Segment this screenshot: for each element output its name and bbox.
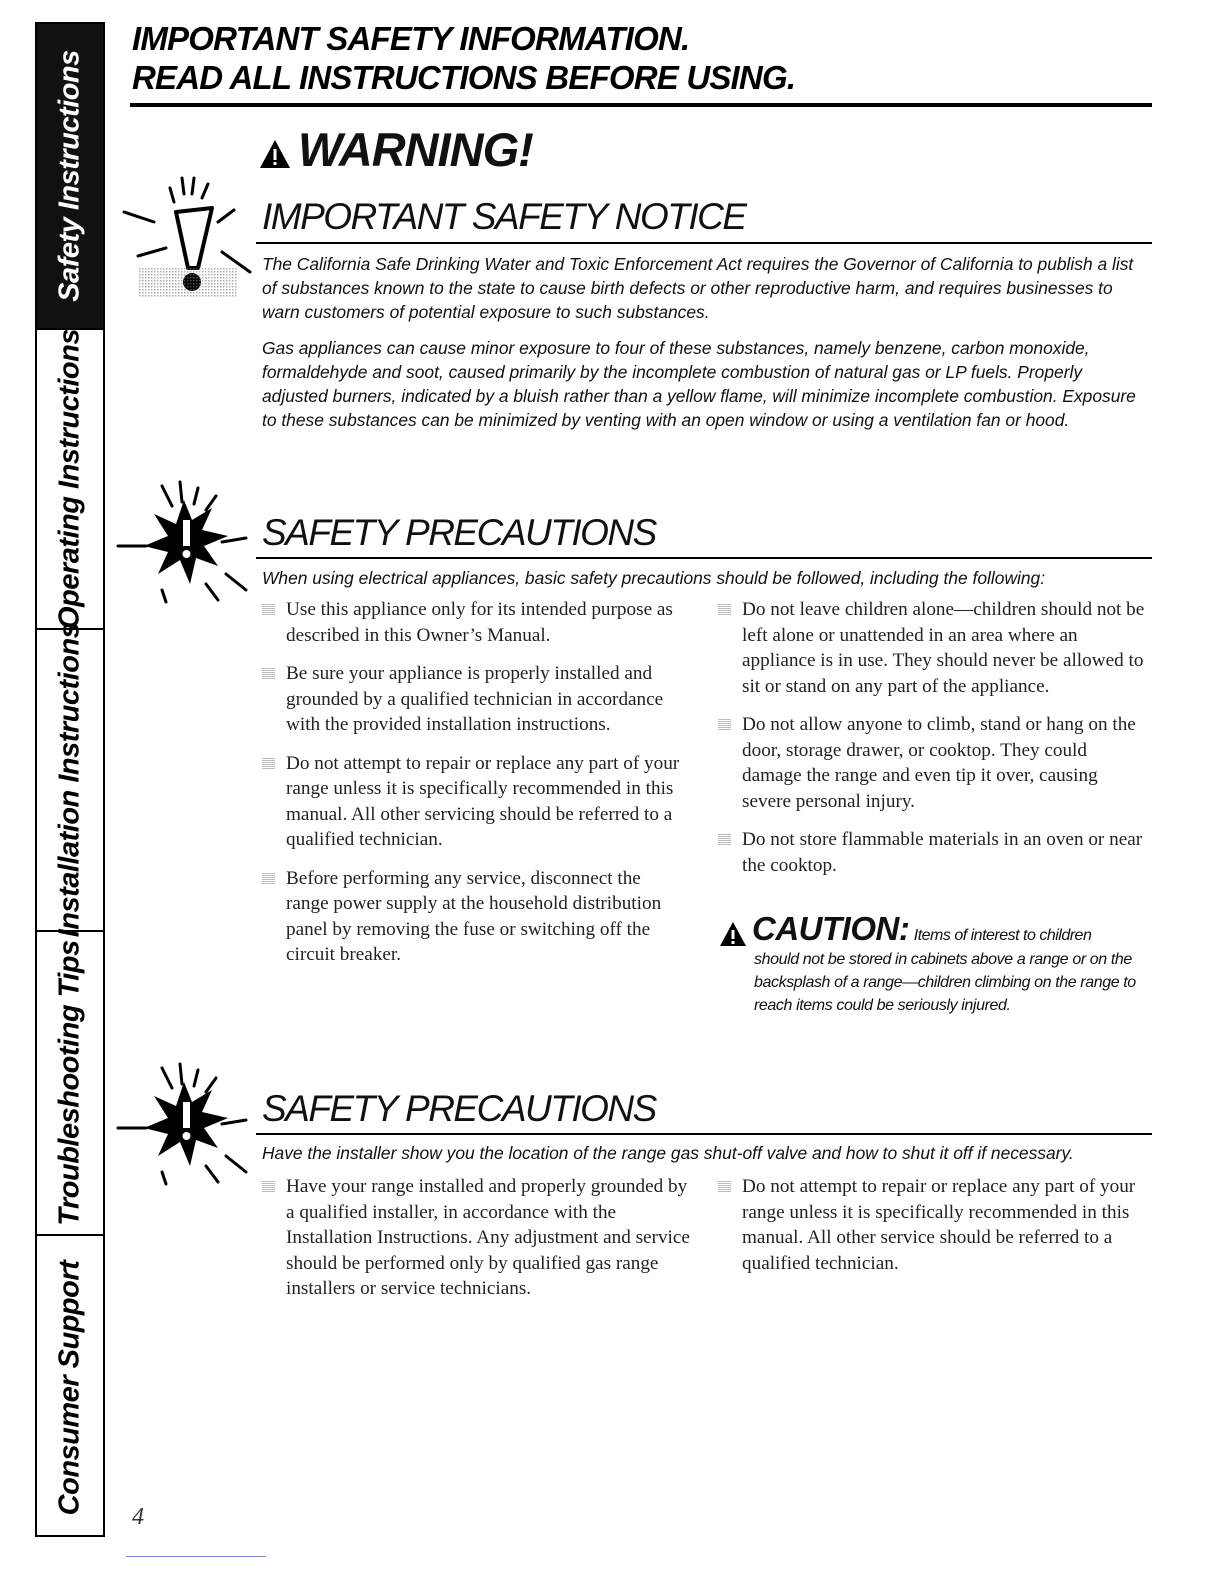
tab-label: Installation Instructions xyxy=(53,622,86,938)
tab-label: Troubleshooting Tips xyxy=(53,940,86,1226)
list-item xyxy=(262,751,682,853)
list-item-text: Do not allow anyone to climb, stand or hang on the door, storage drawer, or cooktop. They could damage the range and even tip it over, causing severe personal injury. xyxy=(742,714,1136,812)
list-item-text: Do not store flammable materials in an oven or near the cooktop. xyxy=(742,829,1143,876)
caution-label: CAUTION: xyxy=(752,910,910,947)
header-rule xyxy=(130,103,1152,107)
header-line-2: READ ALL INSTRUCTIONS BEFORE USING. xyxy=(132,59,796,96)
bullet-icon xyxy=(718,834,731,845)
precautions1-rule xyxy=(256,557,1152,559)
tab-label: Safety Instructions xyxy=(53,50,86,302)
list-item xyxy=(718,712,1150,814)
bullet-icon xyxy=(262,873,275,884)
list-item-text: Do not attempt to repair or replace any part of your range unless it is specifically recommended in this manual. All other servicing should be referred to a qualified technician. xyxy=(286,752,680,850)
list-item-text: Use this appliance only for its intended purpose as described in this Owner’s Manual. xyxy=(286,599,673,646)
precautions1-right-list xyxy=(718,597,1150,891)
notice-rule xyxy=(256,242,1152,244)
precautions2-title: SAFETY PRECAUTIONS xyxy=(262,1088,656,1129)
footer-link-rule xyxy=(126,1556,266,1557)
bullet-icon xyxy=(718,719,731,730)
list-item xyxy=(262,1174,692,1302)
precautions2-intro: Have the installer show you the location of the range gas shut-off valve and how to shut it off if necessary. xyxy=(262,1143,1074,1163)
precautions2-right-list xyxy=(718,1174,1138,1289)
notice-paragraph-1: The California Safe Drinking Water and Toxic Enforcement Act requires the Governor of California to publish a list of substances known to the state to cause birth defects or other reproductive harm, and requires businesses to warn customers of potential exposure to such substances. xyxy=(262,254,1134,322)
header-line-1: IMPORTANT SAFETY INFORMATION. xyxy=(132,20,690,57)
precautions1-intro: When using electrical appliances, basic safety precautions should be followed, including the following: xyxy=(262,568,1046,588)
bullet-icon xyxy=(262,758,275,769)
list-item-text: Have your range installed and properly grounded by a qualified installer, in accordance with the Installation Instructions. Any adjustment and service should be performed only by qualified gas range installers or service technicians. xyxy=(286,1176,690,1299)
tab-operating-instructions[interactable] xyxy=(37,330,103,630)
warning-title: WARNING! xyxy=(298,123,533,176)
list-item-text: Before performing any service, disconnect the range power supply at the household distribution panel by removing the fuse or switching off the circuit breaker. xyxy=(286,867,662,965)
list-item xyxy=(718,827,1150,878)
list-item-text: Do not attempt to repair or replace any part of your range unless it is specifically recommended in this manual. All other service should be referred to a qualified technician. xyxy=(742,1176,1136,1274)
bullet-icon xyxy=(262,668,275,679)
tab-installation-instructions[interactable] xyxy=(37,622,103,938)
tab-label: Operating Instructions xyxy=(53,329,86,629)
precautions1-left-list xyxy=(262,597,682,981)
precautions1-title: SAFETY PRECAUTIONS xyxy=(262,512,656,553)
bullet-icon xyxy=(262,1181,275,1192)
alert-burst-icon xyxy=(118,172,268,304)
precautions2-rule xyxy=(256,1133,1152,1135)
starburst-alert-icon xyxy=(114,480,264,608)
caution-body: should not be stored in cabinets above a range or on the backsplash of a range—children climbing on the range to reach items could be seriously injured. xyxy=(754,951,1136,1014)
precautions2-left-list xyxy=(262,1174,692,1315)
list-item xyxy=(262,866,682,968)
list-item-text: Be sure your appliance is properly installed and grounded by a qualified technician in accordance with the provided installation instructions. xyxy=(286,663,664,735)
bullet-icon xyxy=(718,604,731,615)
notice-paragraph-2: Gas appliances can cause minor exposure to four of these substances, namely benzene, carbon monoxide, formaldehyde and soot, caused primarily by the incomplete combustion of natural gas or LP fuels. Properly adjusted burners, indicated by a bluish rather than a yellow flame, will minimize incomplete combustion. Exposure to these substances can be minimized by venting with an open window or using a ventilation fan or hood. xyxy=(262,338,1136,430)
tab-consumer-support[interactable] xyxy=(37,1236,103,1539)
list-item-text: Do not leave children alone—children should not be left alone or unattended in an area where an appliance is in use. They should never be allowed to sit or stand on any part of the appliance. xyxy=(742,599,1145,697)
bullet-icon xyxy=(718,1181,731,1192)
page-number: 4 xyxy=(132,1504,144,1530)
list-item xyxy=(262,661,682,738)
tab-label: Consumer Support xyxy=(53,1260,86,1515)
caution-heading xyxy=(752,910,1091,948)
list-item xyxy=(718,1174,1138,1276)
tab-safety-instructions[interactable] xyxy=(37,24,103,330)
bullet-icon xyxy=(262,604,275,615)
warning-triangle-icon xyxy=(258,138,292,170)
sidebar-tabs xyxy=(35,22,105,1537)
caution-triangle-icon xyxy=(718,920,748,948)
notice-title: IMPORTANT SAFETY NOTICE xyxy=(262,196,746,237)
caution-lead: Items of interest to children xyxy=(913,927,1092,944)
list-item xyxy=(718,597,1150,699)
tab-troubleshooting-tips[interactable] xyxy=(37,932,103,1236)
starburst-alert-icon xyxy=(114,1062,264,1190)
list-item xyxy=(262,597,682,648)
